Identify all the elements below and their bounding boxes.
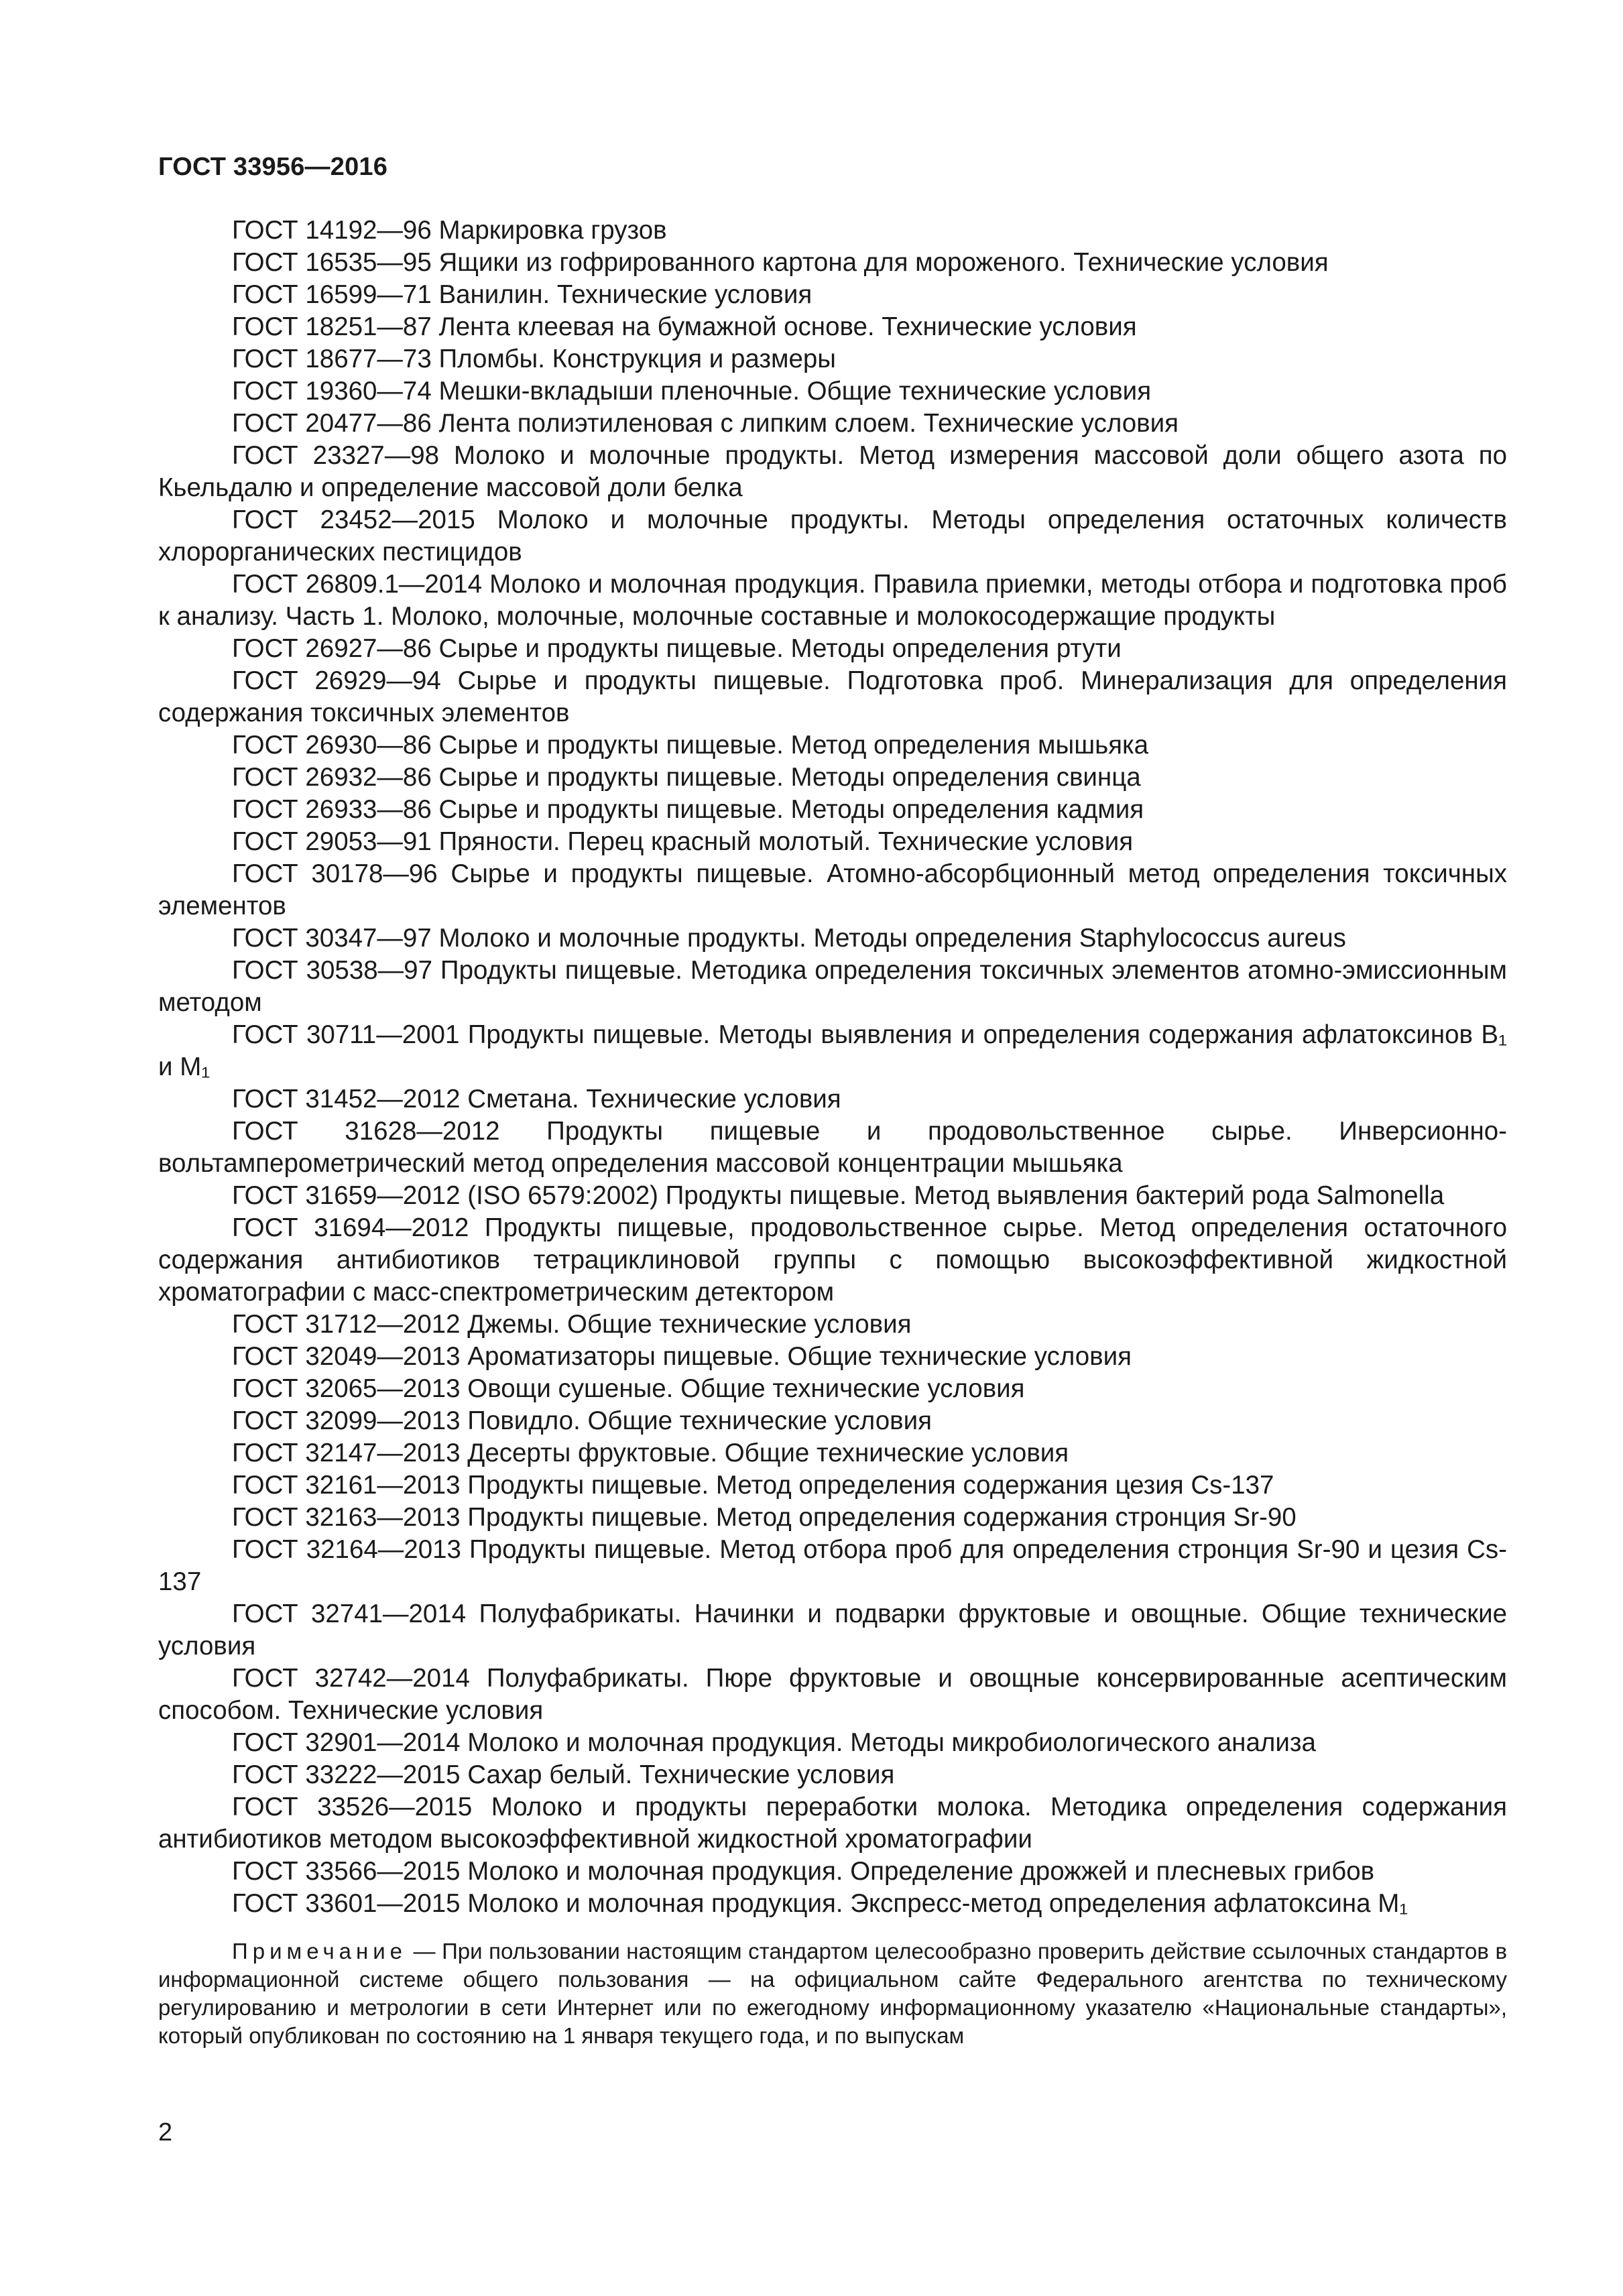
reference-item: ГОСТ 23452—2015 Молоко и молочные продукты. Методы определения остаточных количеств хлорорганических пестицидов xyxy=(158,505,1507,566)
reference-item: ГОСТ 29053—91 Пряности. Перец красный молотый. Технические условия xyxy=(232,827,1134,856)
reference-item: ГОСТ 32049—2013 Ароматизаторы пищевые. Общие технические условия xyxy=(232,1342,1132,1371)
reference-item: ГОСТ 32163—2013 Продукты пищевые. Метод определения содержания стронция Sr-90 xyxy=(232,1503,1297,1532)
reference-item: ГОСТ 26809.1—2014 Молоко и молочная продукция. Правила приемки, методы отбора и подготовка проб к анализу. Часть 1. Молоко, молочные, молочные составные и молокосодержащие продукты xyxy=(158,570,1507,631)
reference-item: ГОСТ 26932—86 Сырье и продукты пищевые. Методы определения свинца xyxy=(232,763,1141,792)
reference-item: ГОСТ 33566—2015 Молоко и молочная продукция. Определение дрожжей и плесневых грибов xyxy=(232,1857,1375,1886)
reference-item: ГОСТ 32099—2013 Повидло. Общие технические условия xyxy=(232,1406,932,1435)
reference-item: ГОСТ 26927—86 Сырье и продукты пищевые. Методы определения ртути xyxy=(232,634,1122,663)
reference-item: ГОСТ 32161—2013 Продукты пищевые. Метод определения содержания цезия Cs-137 xyxy=(232,1471,1274,1500)
page-number: 2 xyxy=(158,2118,173,2147)
reference-item: ГОСТ 30711—2001 Продукты пищевые. Методы выявления и определения содержания афлатоксинов B₁ и M₁ xyxy=(158,1020,1507,1081)
normative-references-list xyxy=(158,215,1507,1920)
reference-item: ГОСТ 33601—2015 Молоко и молочная продукция. Экспресс-метод определения афлатоксина M₁ xyxy=(232,1889,1408,1918)
reference-item: ГОСТ 16535—95 Ящики из гофрированного картона для мороженого. Технические условия xyxy=(232,248,1329,277)
reference-item: ГОСТ 32147—2013 Десерты фруктовые. Общие технические условия xyxy=(232,1439,1069,1467)
reference-item: ГОСТ 30178—96 Сырье и продукты пищевые. Атомно-абсорбционный метод определения токсичных элементов xyxy=(158,859,1507,920)
reference-item: ГОСТ 31452—2012 Сметана. Технические условия xyxy=(232,1085,841,1113)
reference-item: ГОСТ 19360—74 Мешки-вкладыши пленочные. Общие технические условия xyxy=(232,377,1152,406)
reference-item: ГОСТ 14192—96 Маркировка грузов xyxy=(232,216,667,245)
reference-item: ГОСТ 33526—2015 Молоко и продукты переработки молока. Методика определения содержания антибиотиков методом высокоэффективной жидкостной хроматографии xyxy=(158,1793,1507,1854)
reference-item: ГОСТ 26933—86 Сырье и продукты пищевые. Методы определения кадмия xyxy=(232,795,1144,824)
reference-item: ГОСТ 31694—2012 Продукты пищевые, продовольственное сырье. Метод определения остаточного содержания антибиотиков тетрациклиновой группы с помощью высокоэффективной жидкостной хроматографии с масс-спектрометрическим детектором xyxy=(158,1213,1507,1307)
reference-item: ГОСТ 32065—2013 Овощи сушеные. Общие технические условия xyxy=(232,1374,1025,1403)
note-text: — При пользовании настоящим стандартом целесообразно проверить действие ссылочных стандартов в информационной системе общего пользования — на официальном сайте Федерального агентства по техническому регулированию и метрологии в сети Интернет или по ежегодному информационному указателю «Национальные стандарты», который опубликован по состоянию на 1 января текущего года, и по выпускам xyxy=(158,1939,1507,2048)
document-header: ГОСТ 33956—2016 xyxy=(158,153,388,181)
reference-item: ГОСТ 31712—2012 Джемы. Общие технические условия xyxy=(232,1310,912,1339)
reference-item: ГОСТ 31628—2012 Продукты пищевые и продовольственное сырье. Инверсионно-вольтамперометрический метод определения массовой концентрации мышьяка xyxy=(158,1117,1507,1178)
reference-item: ГОСТ 32742—2014 Полуфабрикаты. Пюре фруктовые и овощные консервированные асептическим способом. Технические условия xyxy=(158,1664,1507,1725)
reference-item: ГОСТ 30538—97 Продукты пищевые. Методика определения токсичных элементов атомно-эмиссионным методом xyxy=(158,956,1507,1017)
reference-item: ГОСТ 33222—2015 Сахар белый. Технические условия xyxy=(232,1760,895,1789)
reference-item: ГОСТ 18677—73 Пломбы. Конструкция и размеры xyxy=(232,345,836,373)
reference-item: ГОСТ 26930—86 Сырье и продукты пищевые. Метод определения мышьяка xyxy=(232,731,1149,760)
reference-item: ГОСТ 26929—94 Сырье и продукты пищевые. Подготовка проб. Минерализация для определения содержания токсичных элементов xyxy=(158,666,1507,727)
reference-item: ГОСТ 18251—87 Лента клеевая на бумажной основе. Технические условия xyxy=(232,312,1137,341)
reference-item: ГОСТ 32164—2013 Продукты пищевые. Метод отбора проб для определения стронция Sr-90 и цезия Cs-137 xyxy=(158,1535,1507,1596)
reference-item: ГОСТ 16599—71 Ванилин. Технические условия xyxy=(232,280,813,309)
reference-item: ГОСТ 32901—2014 Молоко и молочная продукция. Методы микробиологического анализа xyxy=(232,1728,1316,1757)
reference-item: ГОСТ 32741—2014 Полуфабрикаты. Начинки и подварки фруктовые и овощные. Общие технические условия xyxy=(158,1599,1507,1660)
reference-item: ГОСТ 31659—2012 (ISO 6579:2002) Продукты пищевые. Метод выявления бактерий рода Salmonella xyxy=(232,1181,1445,1210)
note-paragraph xyxy=(158,1937,1507,2050)
reference-item: ГОСТ 23327—98 Молоко и молочные продукты. Метод измерения массовой доли общего азота по Кьельдалю и определение массовой доли белка xyxy=(158,441,1507,502)
reference-item: ГОСТ 30347—97 Молоко и молочные продукты. Методы определения Staphylococcus aureus xyxy=(232,924,1346,953)
note-label: Примечание xyxy=(232,1939,408,1963)
reference-item: ГОСТ 20477—86 Лента полиэтиленовая с липким слоем. Технические условия xyxy=(232,409,1179,438)
